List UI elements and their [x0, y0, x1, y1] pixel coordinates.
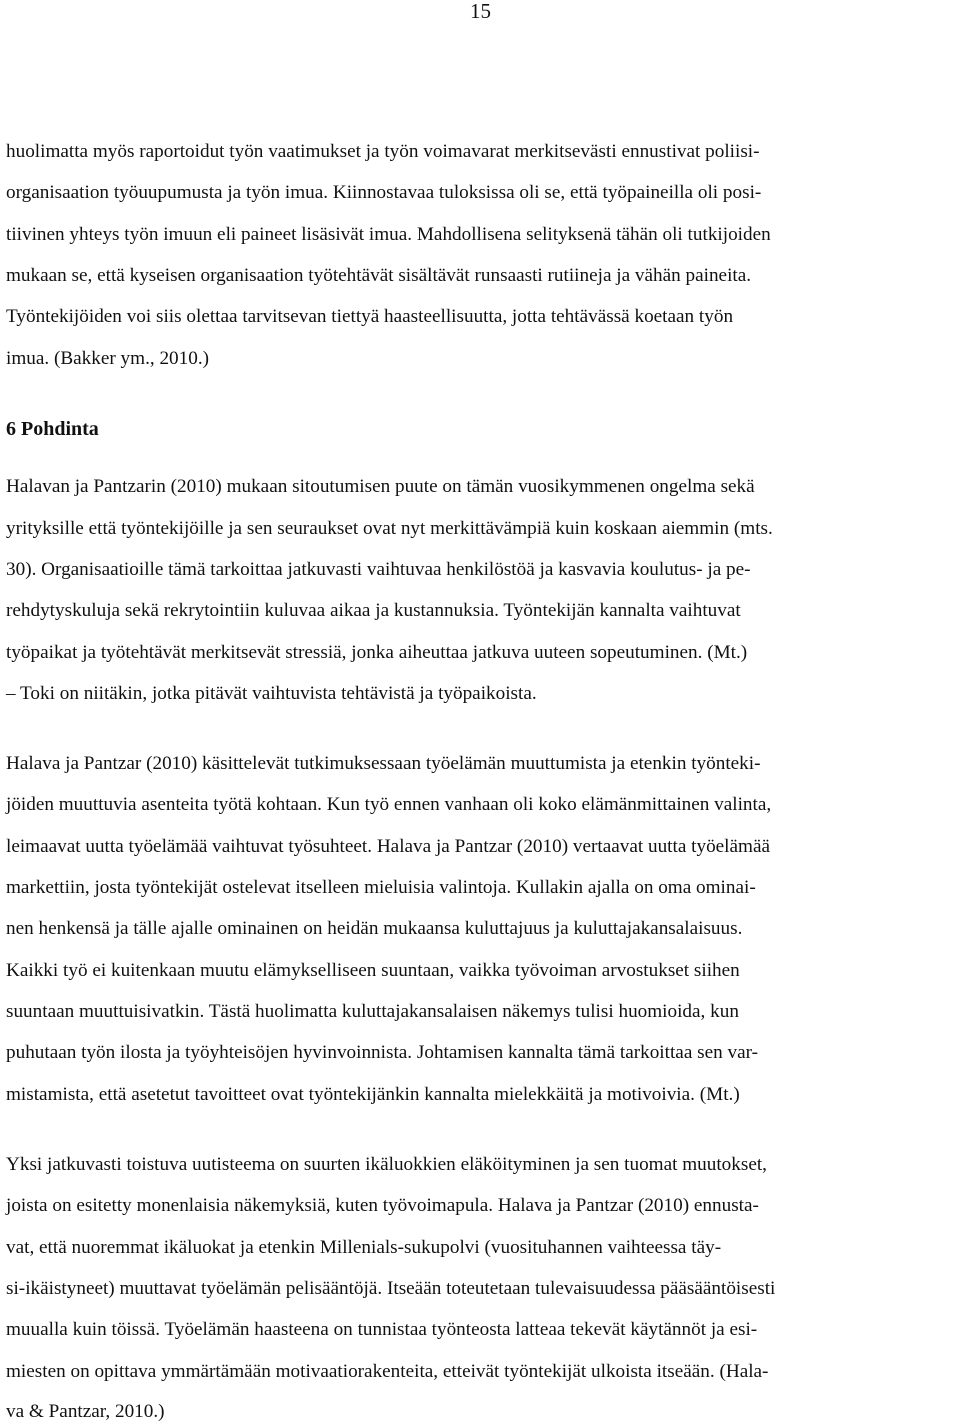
text-line: puhutaan työn ilosta ja työyhteisöjen hyvinvoinnista. Johtamisen kannalta tämä tarkoittaa sen var- — [6, 1042, 759, 1063]
text-line: 30). Organisaatioille tämä tarkoittaa jatkuvasti vaihtuvaa henkilöstöä ja kasvavia koulutus- ja pe- — [6, 559, 751, 580]
text-line: markettiin, josta työntekijät ostelevat itselleen mieluisia valintoja. Kullakin ajalla on oma ominai- — [6, 877, 756, 898]
text-line: si-ikäistyneet) muuttavat työelämän pelisääntöjä. Itseään toteutetaan tulevaisuudessa pääsääntöisesti — [6, 1278, 776, 1299]
text-line: Yksi jatkuvasti toistuva uutisteema on suurten ikäluokkien eläköityminen ja sen tuomat muutokset, — [6, 1154, 767, 1175]
text-line: Halava ja Pantzar (2010) käsittelevät tutkimuksessaan työelämän muuttumista ja etenkin työnteki- — [6, 753, 761, 774]
text-line: tiivinen yhteys työn imuun eli paineet lisäsivät imua. Mahdollisena selityksenä tähän oli tutkijoiden — [6, 224, 771, 245]
text-line: Kaikki työ ei kuitenkaan muutu elämykselliseen suuntaan, vaikka työvoiman arvostukset siihen — [6, 960, 740, 981]
text-line: huolimatta myös raportoidut työn vaatimukset ja työn voimavarat merkitsevästi ennustivat poliisi- — [6, 141, 760, 162]
text-line: joista on esitetty monenlaisia näkemyksiä, kuten työvoimapula. Halava ja Pantzar (2010) ennusta- — [6, 1195, 759, 1216]
text-line: muualla kuin töissä. Työelämän haasteena on tunnistaa työnteosta latteaa tekevät käytännöt ja esi- — [6, 1319, 758, 1340]
text-line: leimaavat uutta työelämää vaihtuvat työsuhteet. Halava ja Pantzar (2010) vertaavat uutta työelämää — [6, 836, 770, 857]
text-line: mukaan se, että kyseisen organisaation työtehtävät sisältävät runsaasti rutiineja ja vähän paineita. — [6, 265, 752, 286]
text-line: Halavan ja Pantzarin (2010) mukaan sitoutumisen puute on tämän vuosikymmenen ongelma sekä — [6, 476, 755, 497]
text-line: suuntaan muuttuisivatkin. Tästä huolimatta kuluttajakansalaisen näkemys tulisi huomioida, kun — [6, 1001, 739, 1022]
text-line: va & Pantzar, 2010.) — [6, 1401, 165, 1422]
text-line: rehdytyskuluja sekä rekrytointiin kuluvaa aikaa ja kustannuksia. Työntekijän kannalta vaihtuvat — [6, 600, 741, 621]
text-line: jöiden muuttuvia asenteita työtä kohtaan. Kun työ ennen vanhaan oli koko elämänmittainen valinta, — [6, 794, 772, 815]
text-line: Työntekijöiden voi siis olettaa tarvitsevan tiettyä haasteellisuutta, jotta tehtävässä koetaan työn — [6, 306, 734, 327]
text-line: mistamista, että asetetut tavoitteet ovat työntekijänkin kannalta mielekkäitä ja motivoivia. (Mt.) — [6, 1084, 740, 1105]
text-line: – Toki on niitäkin, jotka pitävät vaihtuvista tehtävistä ja työpaikoista. — [6, 683, 537, 704]
text-line: imua. (Bakker ym., 2010.) — [6, 348, 210, 369]
text-line: organisaation työuupumusta ja työn imua. Kiinnostavaa tuloksissa oli se, että työpaineilla oli posi- — [6, 182, 762, 203]
text-line: nen henkensä ja tälle ajalle ominainen on heidän mukaansa kuluttajuus ja kuluttajakansalaisuus. — [6, 918, 743, 939]
section-heading: 6 Pohdinta — [6, 418, 99, 440]
page-number: 15 — [470, 0, 491, 23]
text-line: yrityksille että työntekijöille ja sen seuraukset ovat nyt merkittävämpiä kuin koskaan aiemmin (mts. — [6, 518, 773, 539]
text-line: miesten on opittava ymmärtämään motivaatiorakenteita, etteivät työntekijät ulkoista itseään. (Hala- — [6, 1361, 769, 1382]
text-line: vat, että nuoremmat ikäluokat ja etenkin Millenials-sukupolvi (vuosituhannen vaihteessa täy- — [6, 1237, 722, 1258]
text-line: työpaikat ja työtehtävät merkitsevät stressiä, jonka aiheuttaa jatkuva uuteen sopeutuminen. (Mt.) — [6, 642, 748, 663]
